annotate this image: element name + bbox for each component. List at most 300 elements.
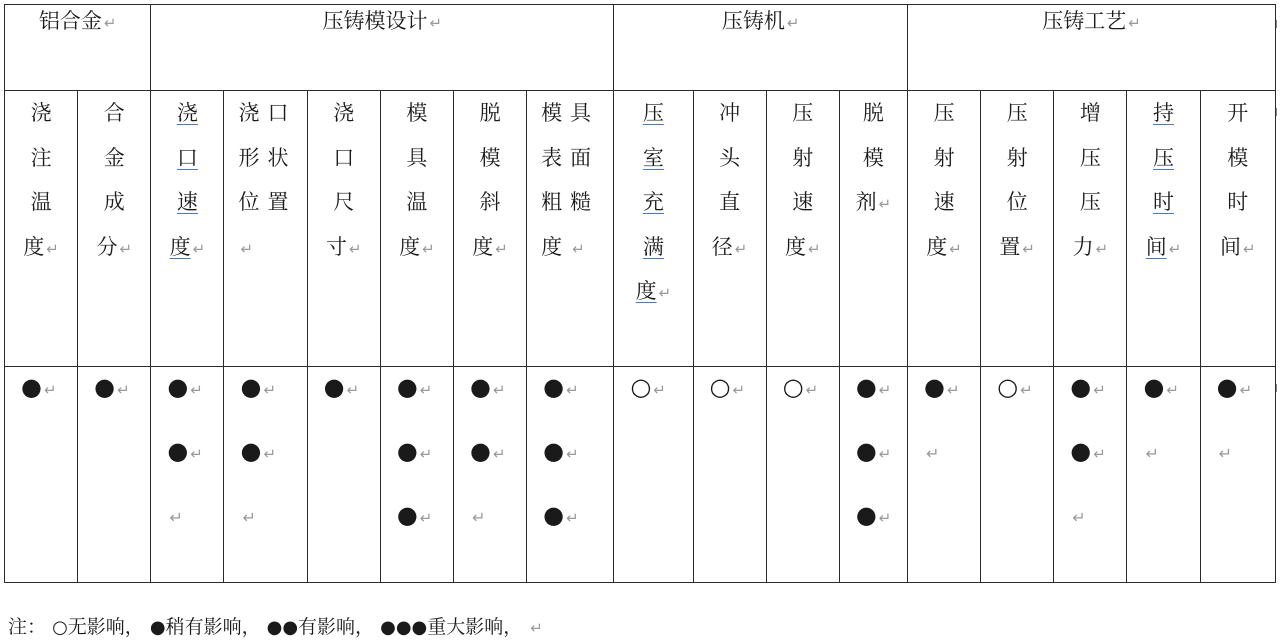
paragraph-mark: ↵ bbox=[786, 14, 800, 32]
header-char: 径 bbox=[711, 234, 733, 259]
rating-entry bbox=[527, 367, 613, 431]
header-line bbox=[151, 91, 223, 136]
header-char: 速 bbox=[176, 190, 198, 214]
header-char: 口 bbox=[333, 145, 355, 170]
rating-cell bbox=[839, 367, 907, 583]
header-char: 头 bbox=[719, 145, 741, 170]
paragraph-mark: ↵ bbox=[1128, 14, 1141, 32]
paragraph-mark: ↵ bbox=[43, 381, 57, 399]
header-char: 温 bbox=[30, 190, 52, 214]
major-effect-text: 重大影响， bbox=[427, 616, 523, 638]
paragraph-mark: ↵ bbox=[240, 239, 262, 258]
rating-cell bbox=[1127, 367, 1200, 583]
header-char: 斜 bbox=[479, 190, 501, 214]
header-char: 压 bbox=[1079, 145, 1101, 170]
legend-note bbox=[8, 612, 543, 639]
rating-symbol: ● bbox=[469, 373, 491, 401]
rating-symbol: ● bbox=[396, 437, 418, 465]
header-char: 金 bbox=[103, 145, 125, 170]
paragraph-mark: ↵ bbox=[263, 381, 277, 399]
header-char: 置 bbox=[999, 234, 1021, 259]
header-line bbox=[694, 180, 766, 225]
column-header bbox=[78, 91, 151, 367]
rating-entry bbox=[840, 431, 907, 495]
header-line bbox=[308, 180, 380, 225]
paragraph-mark: ↵ bbox=[242, 508, 256, 527]
paragraph-mark: ↵ bbox=[732, 381, 746, 399]
rating-cell bbox=[981, 367, 1054, 583]
header-char: 压 bbox=[1153, 145, 1175, 170]
header-char: 浇 bbox=[30, 101, 52, 125]
header-line bbox=[981, 91, 1053, 136]
paragraph-mark: ↵ bbox=[119, 239, 133, 258]
paragraph-mark: ↵ bbox=[566, 445, 579, 463]
rating-entry bbox=[5, 367, 77, 431]
header-line bbox=[381, 91, 453, 136]
header-char: 室 bbox=[642, 145, 664, 170]
rating-entry bbox=[908, 367, 980, 431]
header-char: 射 bbox=[792, 145, 814, 170]
paragraph-mark: ↵ bbox=[1020, 381, 1033, 399]
header-char: 度 bbox=[635, 279, 657, 303]
paragraph-mark: ↵ bbox=[1095, 239, 1109, 258]
header-char: 压 bbox=[642, 101, 664, 125]
header-line bbox=[78, 136, 150, 181]
group-label: 压铸模设计 bbox=[322, 9, 428, 33]
column-header bbox=[527, 91, 614, 367]
header-char: 直 bbox=[719, 190, 741, 214]
rating-cell bbox=[5, 367, 78, 583]
rating-symbol: ● bbox=[396, 373, 418, 401]
paragraph-mark: ↵ bbox=[878, 445, 892, 463]
header-char: 具 bbox=[406, 145, 428, 170]
paragraph-mark: ↵ bbox=[348, 239, 362, 258]
column-header-row bbox=[5, 91, 1276, 367]
header-line bbox=[1127, 136, 1199, 181]
group-header bbox=[151, 5, 614, 91]
rating-symbol: ○ bbox=[709, 373, 731, 401]
header-line bbox=[1201, 91, 1275, 136]
effect-symbol: ●● bbox=[266, 617, 299, 638]
column-header bbox=[1200, 91, 1275, 367]
header-char: 浇口 bbox=[238, 101, 297, 125]
header-char: 力 bbox=[1072, 234, 1094, 259]
group-header-row bbox=[5, 5, 1276, 91]
header-line bbox=[614, 136, 692, 181]
column-header bbox=[614, 91, 693, 367]
rating-symbol: ● bbox=[240, 373, 262, 401]
header-char: 间 bbox=[1145, 234, 1167, 259]
column-header bbox=[307, 91, 380, 367]
header-line bbox=[908, 136, 980, 181]
header-char: 度 bbox=[472, 234, 494, 259]
header-line bbox=[767, 136, 839, 181]
rating-symbol: ○ bbox=[782, 373, 804, 401]
paragraph-mark: ↵ bbox=[190, 381, 203, 399]
rating-symbol: ● bbox=[1070, 437, 1092, 465]
header-char: 射 bbox=[1006, 145, 1028, 170]
paragraph-mark: ↵ bbox=[878, 381, 892, 399]
paragraph-mark: ↵ bbox=[949, 239, 962, 258]
header-line bbox=[614, 269, 692, 316]
header-char: 射 bbox=[933, 145, 955, 170]
rating-cell bbox=[527, 367, 614, 583]
header-line bbox=[151, 136, 223, 181]
column-header bbox=[981, 91, 1054, 367]
rating-entry bbox=[614, 367, 692, 431]
group-header bbox=[614, 5, 908, 91]
header-line bbox=[454, 225, 526, 272]
header-line bbox=[767, 91, 839, 136]
rating-entry bbox=[1201, 431, 1275, 495]
paragraph-mark: ↵ bbox=[807, 239, 821, 258]
header-char: 度 bbox=[169, 234, 191, 259]
header-char: 形状 bbox=[238, 145, 297, 170]
header-line bbox=[1201, 180, 1275, 225]
paragraph-mark: ↵ bbox=[734, 239, 748, 258]
header-line bbox=[1054, 180, 1126, 225]
paragraph-mark: ↵ bbox=[422, 239, 435, 258]
header-char: 间 bbox=[1220, 234, 1242, 259]
paragraph-mark: ↵ bbox=[566, 381, 579, 399]
rating-cell bbox=[766, 367, 839, 583]
rating-symbol: ● bbox=[1070, 373, 1092, 401]
no-effect-symbol: ○ bbox=[52, 617, 68, 638]
header-line bbox=[981, 225, 1053, 272]
paragraph-mark: ↵ bbox=[1243, 239, 1256, 258]
group-label: 压铸工艺 bbox=[1042, 9, 1127, 33]
rating-cell bbox=[1054, 367, 1127, 583]
header-char: 合 bbox=[103, 101, 125, 125]
rating-entry bbox=[224, 495, 306, 559]
paragraph-mark: ↵ bbox=[192, 239, 206, 258]
header-line bbox=[767, 180, 839, 225]
header-char: 速 bbox=[792, 190, 814, 214]
header-char: 脱 bbox=[862, 101, 884, 125]
paragraph-mark: ↵ bbox=[495, 239, 508, 258]
header-line bbox=[1127, 180, 1199, 225]
rating-symbol: ● bbox=[855, 373, 877, 401]
header-line bbox=[1201, 136, 1275, 181]
header-line bbox=[5, 91, 77, 136]
paragraph-mark: ↵ bbox=[492, 445, 506, 463]
header-char: 满 bbox=[642, 234, 664, 259]
influence-table bbox=[4, 4, 1276, 583]
rating-entry bbox=[381, 367, 453, 431]
rating-symbol: ● bbox=[1143, 373, 1165, 401]
rating-cell bbox=[151, 367, 224, 583]
rating-entry bbox=[454, 431, 526, 495]
header-char: 度 bbox=[23, 234, 45, 259]
rating-entry bbox=[151, 431, 223, 495]
rating-entry bbox=[224, 367, 306, 431]
paragraph-mark: ↵ bbox=[925, 444, 940, 463]
header-line bbox=[151, 225, 223, 272]
rating-entry bbox=[1127, 431, 1199, 495]
rating-entry bbox=[1054, 367, 1126, 431]
paragraph-mark: ↵ bbox=[1168, 239, 1182, 258]
effect-text: 有影响， bbox=[298, 616, 375, 638]
header-line bbox=[5, 225, 77, 272]
header-line bbox=[541, 91, 603, 136]
header-line bbox=[151, 180, 223, 225]
margin-marker bbox=[1276, 384, 1280, 392]
paragraph-mark: ↵ bbox=[1072, 508, 1086, 527]
header-char: 模 bbox=[1227, 145, 1249, 170]
column-header bbox=[839, 91, 907, 367]
header-line bbox=[694, 225, 766, 272]
rating-entry bbox=[981, 367, 1053, 431]
header-line bbox=[1127, 91, 1199, 136]
rating-cell bbox=[453, 367, 526, 583]
paragraph-mark: ↵ bbox=[530, 619, 543, 637]
paragraph-mark: ↵ bbox=[878, 195, 892, 213]
paragraph-mark: ↵ bbox=[946, 381, 960, 399]
paragraph-mark: ↵ bbox=[419, 509, 433, 527]
paragraph-mark: ↵ bbox=[1218, 444, 1233, 463]
header-line bbox=[981, 136, 1053, 181]
rating-cell bbox=[693, 367, 766, 583]
rating-symbol: ● bbox=[21, 373, 42, 401]
paragraph-mark: ↵ bbox=[658, 284, 672, 302]
header-char: 时 bbox=[1153, 190, 1175, 214]
header-char: 模 bbox=[862, 145, 884, 170]
rating-symbol: ● bbox=[167, 373, 189, 401]
header-char: 寸 bbox=[325, 234, 347, 259]
slight-effect-text: 稍有影响， bbox=[165, 616, 261, 638]
header-line bbox=[78, 225, 150, 272]
header-char: 浇 bbox=[333, 101, 355, 125]
header-line bbox=[78, 91, 150, 136]
header-char: 速 bbox=[933, 190, 955, 214]
header-char: 压 bbox=[792, 101, 814, 125]
rating-cell bbox=[380, 367, 453, 583]
header-char: 尺 bbox=[333, 190, 355, 214]
paragraph-mark: ↵ bbox=[117, 381, 130, 399]
header-char: 成 bbox=[103, 190, 125, 214]
rating-entry bbox=[908, 431, 980, 495]
rating-entry bbox=[78, 367, 150, 431]
header-char: 度 bbox=[926, 234, 948, 259]
header-line bbox=[381, 136, 453, 181]
header-char: 模 bbox=[406, 101, 428, 125]
rating-symbol: ● bbox=[396, 501, 418, 529]
margin-marker bbox=[1276, 108, 1280, 116]
header-line bbox=[908, 180, 980, 225]
header-line bbox=[840, 91, 907, 136]
rating-symbol: ○ bbox=[630, 373, 652, 401]
column-header bbox=[380, 91, 453, 367]
header-char: 增 bbox=[1079, 101, 1101, 125]
header-line bbox=[694, 91, 766, 136]
header-line bbox=[908, 91, 980, 136]
paragraph-mark: ↵ bbox=[1093, 381, 1106, 399]
header-char: 充 bbox=[642, 190, 664, 214]
rating-entry bbox=[840, 367, 907, 431]
header-line bbox=[1054, 136, 1126, 181]
rating-entry bbox=[454, 495, 526, 559]
rating-symbol: ● bbox=[855, 437, 877, 465]
header-line bbox=[78, 180, 150, 225]
rating-symbol: ● bbox=[167, 437, 189, 465]
paragraph-mark: ↵ bbox=[46, 239, 59, 258]
note-prefix: 注： bbox=[8, 616, 47, 638]
paragraph-mark: ↵ bbox=[878, 509, 892, 527]
header-line bbox=[308, 91, 380, 136]
rating-entry bbox=[1127, 367, 1199, 431]
column-header bbox=[766, 91, 839, 367]
rating-symbol: ● bbox=[1216, 373, 1238, 401]
header-char: 模具 bbox=[541, 101, 600, 125]
header-char: 脱 bbox=[479, 101, 501, 125]
header-line bbox=[541, 136, 603, 181]
group-header bbox=[907, 5, 1275, 91]
rating-cell bbox=[78, 367, 151, 583]
rating-cell bbox=[224, 367, 307, 583]
header-line bbox=[308, 225, 380, 272]
rating-entry bbox=[1201, 367, 1275, 431]
header-char: 压 bbox=[933, 101, 955, 125]
rating-entry bbox=[381, 431, 453, 495]
group-header bbox=[5, 5, 151, 91]
rating-symbol: ● bbox=[543, 437, 565, 465]
rating-row bbox=[5, 367, 1276, 583]
header-char: 压 bbox=[1006, 101, 1028, 125]
header-char: 开 bbox=[1227, 101, 1249, 125]
paragraph-mark: ↵ bbox=[492, 381, 506, 399]
rating-symbol: ● bbox=[240, 437, 262, 465]
header-line bbox=[1201, 225, 1275, 272]
major-effect-symbol: ●●● bbox=[380, 617, 428, 638]
paragraph-mark: ↵ bbox=[1166, 381, 1179, 399]
group-label: 压铸机 bbox=[721, 9, 785, 33]
header-line bbox=[614, 91, 692, 136]
paragraph-mark: ↵ bbox=[429, 14, 443, 32]
rating-symbol: ● bbox=[543, 373, 565, 401]
header-char: 口 bbox=[176, 145, 198, 170]
header-line bbox=[981, 180, 1053, 225]
rating-symbol: ● bbox=[469, 437, 491, 465]
rating-entry bbox=[381, 495, 453, 559]
header-char: 剂 bbox=[855, 190, 877, 214]
column-header bbox=[453, 91, 526, 367]
column-header bbox=[224, 91, 307, 367]
header-char: 位置 bbox=[238, 190, 297, 214]
header-char: 表面 bbox=[541, 145, 600, 170]
paragraph-mark: ↵ bbox=[263, 445, 277, 463]
header-line bbox=[454, 136, 526, 181]
rating-entry bbox=[308, 367, 380, 431]
no-effect-text: 无影响， bbox=[67, 616, 144, 638]
rating-entry bbox=[527, 431, 613, 495]
header-char: 持 bbox=[1153, 101, 1175, 125]
rating-symbol: ● bbox=[855, 501, 877, 529]
rating-symbol: ○ bbox=[997, 373, 1019, 401]
header-char: 时 bbox=[1227, 190, 1249, 214]
paragraph-mark: ↵ bbox=[566, 509, 579, 527]
paragraph-mark: ↵ bbox=[190, 445, 203, 463]
paragraph-mark: ↵ bbox=[805, 381, 819, 399]
slight-effect-symbol: ● bbox=[149, 617, 166, 638]
paragraph-mark: ↵ bbox=[346, 381, 360, 399]
rating-entry bbox=[840, 495, 907, 559]
paragraph-mark: ↵ bbox=[103, 14, 117, 32]
column-header bbox=[1127, 91, 1200, 367]
rating-entry bbox=[151, 367, 223, 431]
header-line bbox=[454, 91, 526, 136]
rating-cell bbox=[1200, 367, 1275, 583]
rating-symbol: ● bbox=[923, 373, 945, 401]
header-char: 压 bbox=[1079, 190, 1101, 214]
header-line bbox=[1127, 225, 1199, 272]
margin-marker bbox=[1276, 20, 1280, 28]
header-line bbox=[454, 180, 526, 225]
header-char: 位 bbox=[1006, 190, 1028, 214]
column-header bbox=[1054, 91, 1127, 367]
header-line bbox=[840, 136, 907, 181]
header-line bbox=[541, 180, 603, 225]
paragraph-mark: ↵ bbox=[572, 239, 593, 258]
header-line bbox=[238, 91, 296, 136]
header-line bbox=[1054, 91, 1126, 136]
header-line bbox=[840, 180, 907, 227]
header-line bbox=[5, 180, 77, 225]
group-label: 铝合金 bbox=[38, 9, 102, 33]
header-line bbox=[541, 225, 603, 272]
header-char: 注 bbox=[30, 145, 52, 170]
header-char: 温 bbox=[406, 190, 428, 214]
rating-symbol: ● bbox=[323, 373, 345, 401]
rating-entry bbox=[527, 495, 613, 559]
column-header bbox=[907, 91, 980, 367]
column-header bbox=[151, 91, 224, 367]
paragraph-mark: ↵ bbox=[419, 445, 433, 463]
header-line bbox=[614, 225, 692, 270]
header-line bbox=[238, 136, 296, 181]
header-char: 度 bbox=[399, 234, 421, 259]
paragraph-mark: ↵ bbox=[653, 381, 666, 399]
rating-cell bbox=[614, 367, 693, 583]
header-line bbox=[1054, 225, 1126, 272]
paragraph-mark: ↵ bbox=[1022, 239, 1035, 258]
header-line bbox=[238, 180, 296, 271]
header-line bbox=[381, 225, 453, 272]
rating-entry bbox=[694, 367, 766, 431]
rating-entry bbox=[224, 431, 306, 495]
header-line bbox=[767, 225, 839, 272]
header-line bbox=[5, 136, 77, 181]
rating-symbol: ● bbox=[94, 373, 116, 401]
header-char: 模 bbox=[479, 145, 501, 170]
rating-cell bbox=[307, 367, 380, 583]
column-header bbox=[693, 91, 766, 367]
header-line bbox=[308, 136, 380, 181]
header-char: 分 bbox=[96, 234, 118, 259]
rating-entry bbox=[454, 367, 526, 431]
column-header bbox=[5, 91, 78, 367]
header-char: 度 bbox=[784, 234, 806, 259]
rating-cell bbox=[907, 367, 980, 583]
header-line bbox=[614, 180, 692, 225]
header-line bbox=[694, 136, 766, 181]
header-line bbox=[908, 225, 980, 272]
header-char: 度 bbox=[541, 234, 571, 259]
paragraph-mark: ↵ bbox=[1093, 445, 1106, 463]
paragraph-mark: ↵ bbox=[1239, 381, 1253, 399]
header-char: 浇 bbox=[176, 101, 198, 125]
paragraph-mark: ↵ bbox=[471, 508, 486, 527]
rating-entry bbox=[767, 367, 839, 431]
